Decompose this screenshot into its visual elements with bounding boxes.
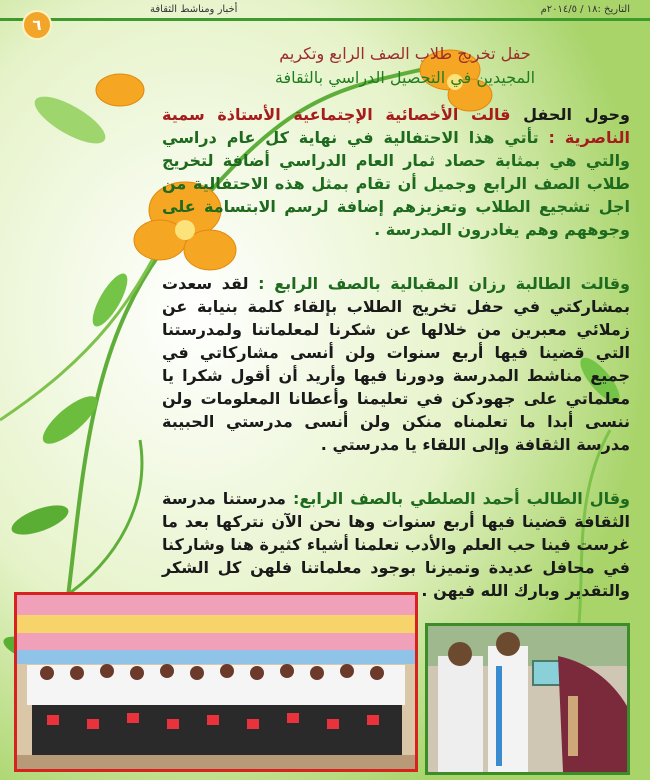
quote-text: لقد سعدت بمشاركتي في حفل تخريج الطلاب بإلقاء كلمة بنيابة عن زملائي معبرين من خلالها عن شكرنا لمعلماتنا ولمدرستنا التي قضينا فيها أربع سنوات ولن أنسى مشاركاتي في جميع مناشط المدرسة ودورنا فيها وأريد أن أقول شكرا يا معلماتي على جهودكن في تعليمنا وأعطانا المعلومات ولن ننسى أبدا ما تعلمناه منكن ولن أنسى مدرستي الحبيبة مدرسة الثقافة وإلى اللقاء يا مدرستي . (162, 274, 630, 454)
article-heading (240, 42, 570, 90)
paragraph-social-worker (162, 103, 630, 241)
paragraph-student-razan (162, 272, 630, 456)
header-rule (0, 18, 650, 21)
page-number-badge: ٦ (22, 10, 52, 40)
heading-line-1: حفل تخريج طلاب الصف الرابع وتكريم (279, 44, 531, 63)
paragraph-lead: وحول الحفل (523, 105, 630, 124)
speaker-name: وقالت الطالبة رزان المقبالية بالصف الرابع : (258, 274, 630, 293)
heading-line-2: المجيدين في التحصيل الدراسي بالثقافة (274, 68, 536, 87)
issue-date: التاريخ :١٨ / ٢٠١٤/٥م (540, 4, 630, 15)
certificate-photo (425, 623, 630, 775)
quote-text: تأتي هذا الاحتفالية في نهاية كل عام دراسي والتي هي بمثابة حصاد ثمار العام الدراسي أضافة لتخريج طلاب الصف الرابع وجميل أن تقام بمثل هذه الاحتفالية من اجل تشجيع الطلاب وتعزيزهم إضافة لرسم الابتسامة على وجوههم وهم يغادرون المدرسة . (162, 128, 630, 239)
group-photo (14, 592, 418, 772)
paragraph-student-ahmed (162, 487, 630, 602)
speaker-name: قالت الأخصائية الإجتماعية الأستاذة سمية الناصرية : (162, 105, 631, 147)
speaker-name: وقال الطالب أحمد الصلطي بالصف الرابع: (292, 489, 631, 508)
section-name: أخبار ومناشط الثقافة (150, 4, 238, 15)
quote-text: مدرستنا مدرسة الثقافة قضينا فيها أربع سنوات وها نحن الآن نتركها بعد ما غرست فينا حب العلم والأدب تعلمنا أشياء كثيرة هنا وشاركنا في محافل عديدة وتميزنا بوجود معلماتنا فلهن كل الشكر والتقدير وبارك الله فيهن . (162, 489, 630, 600)
